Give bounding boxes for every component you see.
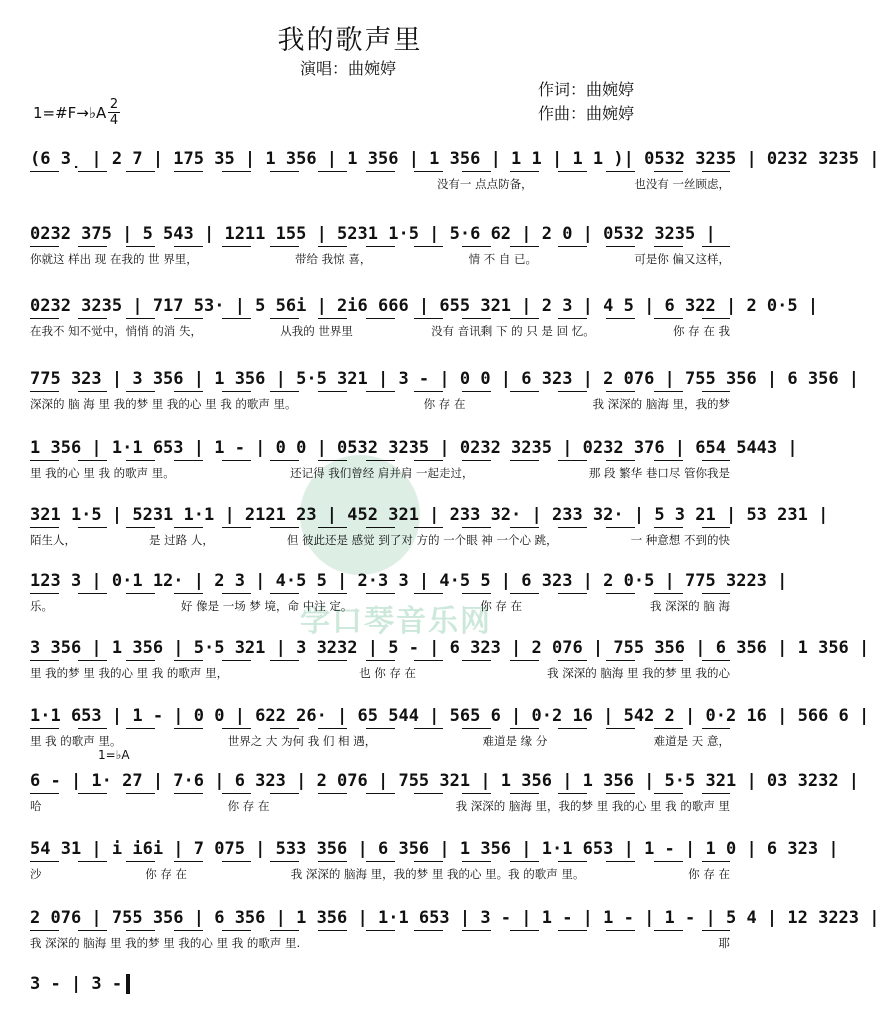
lyric-segment: 还记得 我们曾经 肩并肩 一起走过， <box>290 466 474 480</box>
lyric-segment: 但 彼此还是 感觉 到了对 方的 一个眼 神 一个心 跳， <box>286 533 558 547</box>
notation-segment: 1 356 | 1·1 653 | 1 - | 0 0 | 0532 3235 | 0232 3235 | 0232 376 | 654 5443 | <box>30 438 798 458</box>
beat-underline <box>30 318 730 320</box>
notation-segment: 1·1 653 | 1 - | 0 0 | 622 26· | 65 544 | 565 6 | 0·2 16 | 542 2 | 0·2 16 | 566 6 | <box>30 706 870 726</box>
lyric-segment: 世界之 大 为何 我 们 相 遇， <box>227 734 377 748</box>
lyric-segment: 也 你 存 在 <box>359 666 417 680</box>
lyric-segment: 我 深深的 脑海 里，我的梦 <box>592 397 730 411</box>
notation-line <box>30 632 870 658</box>
beat-underline <box>30 793 730 795</box>
lyric-segment: 难道是 缘 分 <box>482 734 548 748</box>
lyric-segment: 可是你 偏又这样， <box>634 252 730 266</box>
notation-segment: 2 076 | 755 356 | 6 356 | 1 356 | 1·1 653 | 3 - | 1 - | 1 - | 1 - | 5 4 | 12 3223 | <box>30 908 880 928</box>
score-system <box>30 143 880 203</box>
notation-line <box>30 143 880 169</box>
score-system <box>30 499 829 559</box>
notation-line <box>30 833 839 859</box>
beat-underline <box>30 527 730 529</box>
composer-credit: 作曲：曲婉婷 <box>538 104 635 123</box>
beat-underline <box>30 660 730 662</box>
lyric-segment: 是 过路 人， <box>149 533 214 547</box>
lyric-segment: 难道是 天 意， <box>653 734 730 748</box>
lyric-segment: 里 我 的歌声 里。 <box>30 734 122 748</box>
lyric-segment: 好 像是 一场 梦 境，命 中注 定。 <box>180 599 353 613</box>
lyrics-line <box>30 396 730 412</box>
notation-segment: 0232 3235 | 717 53· | 5 56i | 2i6 666 | 655 321 | 2 3 | 4 5 | 6 322 | 2 0·5 | <box>30 296 819 316</box>
watermark-text: 学口琴音乐网 <box>300 604 492 639</box>
lyric-segment: 乐。 <box>30 599 53 613</box>
lyric-segment: 耶 <box>718 936 730 950</box>
score-system <box>30 968 730 1028</box>
beat-underline <box>30 930 730 932</box>
lyrics-line <box>30 866 730 882</box>
notation-line <box>30 902 880 928</box>
notation-line <box>30 218 730 244</box>
notation-line <box>30 290 819 316</box>
score-system <box>30 632 870 692</box>
lyrics-line <box>30 665 730 681</box>
lyric-segment: 带给 我惊 喜， <box>295 252 372 266</box>
lyric-segment: 里 我的梦 里 我的心 里 我 的歌声 里， <box>30 666 229 680</box>
notation-segment: (6 3̣ | 2 7 | 175 35 | 1 356 | 1 356 | 1 356 | 1 1 | 1 1 ) <box>30 149 624 169</box>
notation-segment: 6 - | 1· 27 | 7·6 | 6 323 | 2 076 | 755 321 | 1 356 | 1 356 | 5·5 321 | 03 3232 | <box>30 771 860 791</box>
lyrics-line <box>30 935 730 951</box>
notation-line <box>30 968 730 994</box>
lyric-segment: 你 存 在 <box>145 867 188 881</box>
lyric-segment: 里 我的心 里 我 的歌声 里。 <box>30 466 175 480</box>
notation-segment: 123 3 | 0·1 12· | 2 3 | 4·5 5 | 2·3 3 | 4·5 5 | 6 323 | 2 0·5 | 775 3223 | <box>30 571 788 591</box>
notation-line <box>30 499 829 525</box>
lyric-segment: 你 存 在 <box>227 799 270 813</box>
lyric-segment: 哈 <box>30 799 42 813</box>
score-system <box>30 432 798 492</box>
lyrics-line <box>30 465 730 481</box>
key-change-label: 1=♭A <box>98 748 130 762</box>
lyric-segment: 也没有 一丝顾虑， <box>634 177 730 191</box>
lyric-segment: 在我不 知不觉中，悄悄 的消 失， <box>30 324 202 338</box>
lyrics-line <box>30 323 730 339</box>
notation-segment: 3 - | 3 - <box>30 974 123 994</box>
meter-top: 2 <box>109 97 119 112</box>
notation-segment: 54 31 | i i6i | 7 075 | 533 356 | 6 356 | 1 356 | 1·1 653 | 1 - | 1 0 | 6 323 | <box>30 839 839 859</box>
song-title: 我的歌声里 <box>277 25 423 56</box>
notation-segment: 321 1·5 | 5231 1·1 | 2121 23 | 452 321 | 233 32· | 233 32· | 5 3 21 | 53 231 | <box>30 505 829 525</box>
beat-underline <box>30 171 730 173</box>
score-system <box>30 700 870 760</box>
lyric-segment: 一 种意想 不到的快 <box>630 533 730 547</box>
lyrics-line <box>30 176 730 192</box>
notation-line <box>30 700 870 726</box>
lyrics-line <box>30 798 730 814</box>
notation-segment: 3 356 | 1 356 | 5·5 321 | 3 3232 | 5 - | 6 323 | 2 076 | 755 356 | 6 356 | 1 356 | <box>30 638 870 658</box>
singer-credit: 演唱：曲婉婷 <box>300 59 397 78</box>
score-system <box>30 290 819 350</box>
beat-underline <box>30 460 730 462</box>
lyric-segment: 深深的 脑 海 里 我的梦 里 我的心 里 我 的歌声 里。 <box>30 397 297 411</box>
notation-line <box>30 432 798 458</box>
credits <box>538 78 634 126</box>
lyric-segment: 那 段 繁华 巷口尽 管你我是 <box>588 466 730 480</box>
beat-underline <box>30 391 730 393</box>
lyric-segment: 我 深深的 脑海 里，我的梦 里 我的心 里 我 的歌声 里 <box>455 799 730 813</box>
lyric-segment: 你 存 在 <box>688 867 730 881</box>
lyric-segment: 你 存 在 <box>480 599 523 613</box>
beat-underline <box>30 861 730 863</box>
lyrics-line <box>30 532 730 548</box>
beat-underline <box>30 246 730 248</box>
score-system <box>30 363 860 423</box>
lyrics-line <box>30 733 730 749</box>
lyric-segment: 我 深深的 脑 海 <box>650 599 730 613</box>
lyrics-line <box>30 251 730 267</box>
lyric-segment: 你 存 在 <box>423 397 466 411</box>
time-signature <box>108 98 120 127</box>
lyric-segment: 我 深深的 脑海 里 我的梦 里 我的心 <box>547 666 730 680</box>
key-signature: 1=#F→♭A <box>33 104 107 122</box>
notation-line <box>30 565 788 591</box>
meter-bottom: 4 <box>109 113 119 128</box>
final-barline <box>126 974 130 994</box>
notation-line <box>30 363 860 389</box>
notation-segment: 775 323 | 3 356 | 1 356 | 5·5 321 | 3 - | 0 0 | 6 323 | 2 076 | 755 356 | 6 356 | <box>30 369 860 389</box>
lyric-segment: 我 深深的 脑海 里，我的梦 里 我的心 里。我 的歌声 里。 <box>290 867 585 881</box>
notation-segment: 0232 375 | 5 543 | 1211 155 | 5231 1·5 | 5·6 62 | 2 0 | 0532 3235 | <box>30 224 716 244</box>
score-system <box>30 218 730 278</box>
lyric-segment: 没有 音讯剩 下 的 只 是 回 忆。 <box>431 324 595 338</box>
lyric-segment: 从我的 世界里 <box>280 324 353 338</box>
lyrics-line <box>30 598 730 614</box>
score-system <box>30 765 860 825</box>
lyric-segment: 我 深深的 脑海 里 我的梦 里 我的心 里 我 的歌声 里. <box>30 936 301 950</box>
notation-line <box>30 765 860 791</box>
score-system <box>30 833 839 893</box>
lyricist-credit: 作词：曲婉婷 <box>538 80 635 99</box>
lyric-segment: 情 不 自 已。 <box>468 252 538 266</box>
lyric-segment: 你 存 在 我 <box>673 324 730 338</box>
lyric-segment: 没有一 点点防备， <box>436 177 533 191</box>
notation-segment: | 0532 3235 | 0232 3235 | <box>623 149 880 169</box>
lyric-segment: 沙 <box>30 867 42 881</box>
score-system <box>30 902 880 962</box>
beat-underline <box>30 593 730 595</box>
score-system <box>30 565 788 625</box>
lyric-segment: 陌生人， <box>30 533 76 547</box>
lyric-segment: 你就这 样出 现 在我的 世 界里， <box>30 252 198 266</box>
beat-underline <box>30 728 730 730</box>
